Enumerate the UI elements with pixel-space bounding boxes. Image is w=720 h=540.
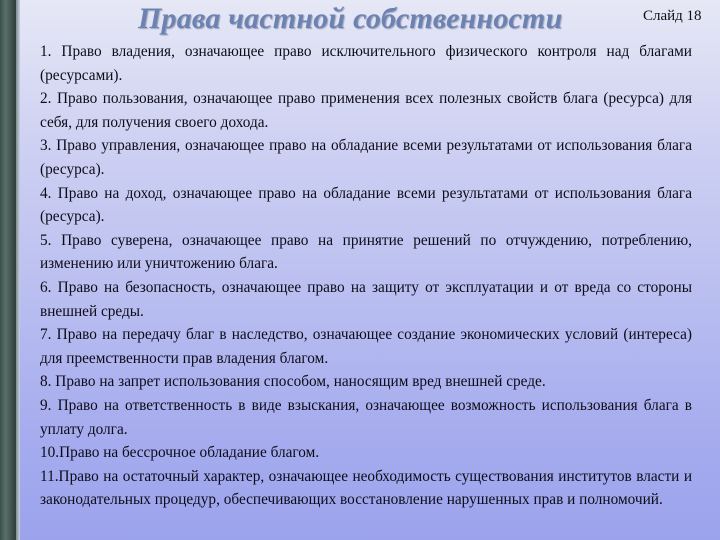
rights-list: [40, 40, 692, 512]
list-item: 9. Право на ответственность в виде взыскания, означающее возможность использования блага в уплату долга.: [40, 396, 692, 438]
list-item: 2. Право пользования, означающее право применения всех полезных свойств блага (ресурса) для себя, для получения своего дохода.: [40, 90, 692, 131]
slide-number: Слайд 18: [643, 8, 702, 24]
slide-title: Права частной собственности: [138, 2, 563, 35]
list-item: 7. Право на передачу благ в наследство, означающее создание экономических условий (интереса) для преемственности прав владения благом.: [40, 326, 692, 367]
left-decorative-bar: [0, 0, 16, 540]
list-item: 3. Право управления, означающее право на обладание всеми результатами от использования блага (ресурса).: [40, 137, 692, 178]
list-item: 5. Право суверена, означающее право на принятие решений по отчуждению, потреблению, изменению или уничтожению блага.: [40, 231, 692, 273]
list-item: 11.Право на остаточный характер, означающее необходимость существования институтов власти и законодательных процедур, обеспечивающих восстановление нарушенных прав и полномочий.: [40, 467, 692, 509]
left-bar-highlight: [16, 0, 20, 540]
list-item: 8. Право на запрет использования способом, наносящим вред внешней среде.: [40, 373, 546, 391]
list-item: 1. Право владения, означающее право исключительного физического контроля над благами (ресурсами).: [40, 43, 692, 84]
list-item: 4. Право на доход, означающее право на обладание всеми результатами от использования блага (ресурса).: [40, 184, 692, 226]
list-item: 6. Право на безопасность, означающее право на защиту от эксплуатации и от вреда со стороны внешней среды.: [40, 278, 692, 320]
list-item: 10.Право на бессрочное обладание благом.: [40, 444, 320, 462]
